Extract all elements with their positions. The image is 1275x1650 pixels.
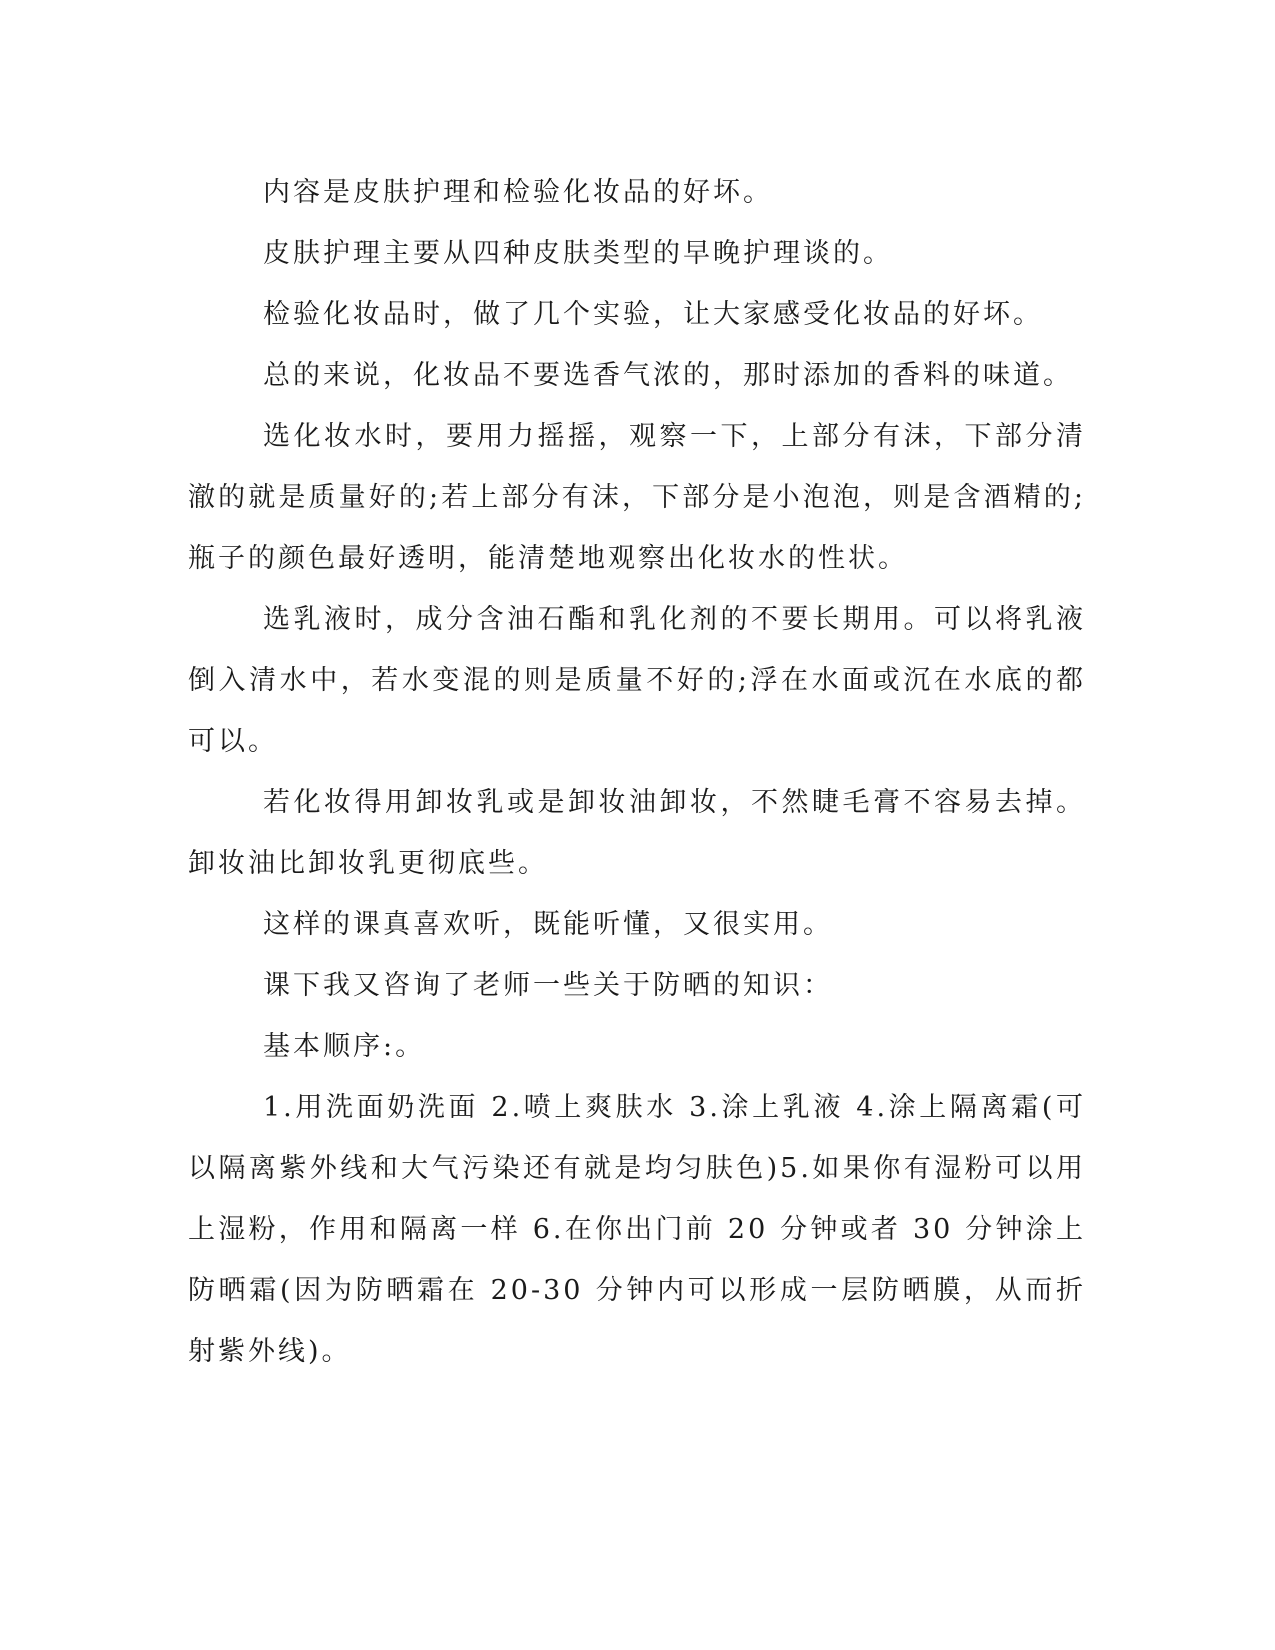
paragraph-intro: 内容是皮肤护理和检验化妆品的好坏。: [263, 177, 773, 208]
paragraph-skin-care: 皮肤护理主要从四种皮肤类型的早晚护理谈的。: [263, 238, 893, 269]
paragraph-steps: 1.用洗面奶洗面 2.喷上爽肤水 3.涂上乳液 4.涂上隔离霜(可以隔离紫外线和大气污染还有就是均匀肤色)5.如果你有湿粉可以用上湿粉，作用和隔离一样 6.在你出门前 20 分钟或者 30 分钟涂上防晒霜(因为防晒霜在 20-30 分钟内可以形成一层防晒膜，从而折射紫外线)。: [188, 1092, 1086, 1367]
paragraph-lotion: 选乳液时，成分含油石酯和乳化剂的不要长期用。可以将乳液倒入清水中，若水变混的则是质量不好的;浮在水面或沉在水底的都可以。: [188, 604, 1086, 757]
paragraph-basic-order: 基本顺序:。: [263, 1031, 426, 1062]
document-body: [188, 162, 1086, 1382]
paragraph-summary: 总的来说，化妆品不要选香气浓的，那时添加的香料的味道。: [263, 360, 1073, 391]
paragraph-sunscreen-intro: 课下我又咨询了老师一些关于防晒的知识：: [263, 970, 833, 1001]
paragraph-makeup-removal: 若化妆得用卸妆乳或是卸妆油卸妆，不然睫毛膏不容易去掉。卸妆油比卸妆乳更彻底些。: [188, 787, 1086, 879]
paragraph-cosmetics-test: 检验化妆品时，做了几个实验，让大家感受化妆品的好坏。: [263, 299, 1043, 330]
paragraph-opinion: 这样的课真喜欢听，既能听懂，又很实用。: [263, 909, 833, 940]
paragraph-toner: 选化妆水时，要用力摇摇，观察一下，上部分有沫，下部分清澈的就是质量好的;若上部分有沫，下部分是小泡泡，则是含酒精的;瓶子的颜色最好透明，能清楚地观察出化妆水的性状。: [188, 421, 1086, 574]
